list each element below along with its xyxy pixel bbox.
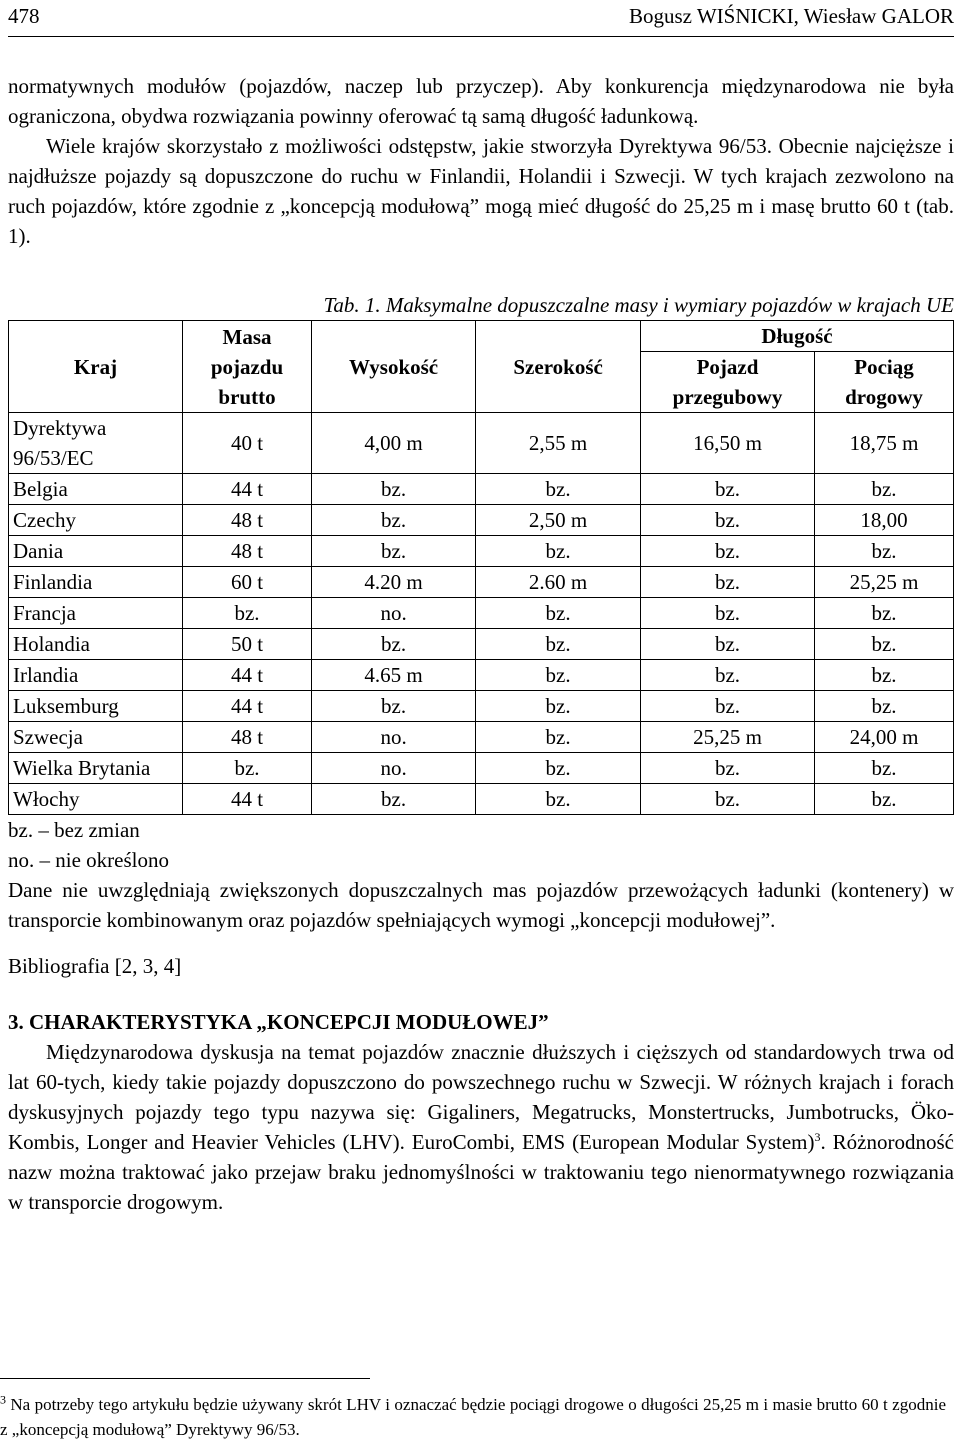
table-cell: bz. <box>815 784 954 815</box>
table-cell: bz. <box>815 629 954 660</box>
table-cell: bz. <box>183 753 312 784</box>
table-cell: bz. <box>312 629 476 660</box>
section-paragraph-text-1: Międzynarodowa dyskusja na temat pojazdów znacznie dłuższych i cięższych od standardowych trwa od lat 60-tych, kiedy takie pojazdy dopuszczono do powszechnego ruchu w Szwecji. W różnych krajach i forach dyskusyjnych pojazdy tego typu nazywa się: Gigaliners, Megatrucks, Monstertrucks, Jumbotrucks, Öko-Kombis, Longer and Heavier Vehicles (LHV). EuroCombi, EMS (European Modular System) <box>8 1040 954 1154</box>
limits-table <box>8 320 954 815</box>
table-cell: bz. <box>476 629 641 660</box>
table-header-row <box>9 321 954 352</box>
table-cell: no. <box>312 598 476 629</box>
table-cell-country: Włochy <box>9 784 183 815</box>
table-cell-country: Czechy <box>9 505 183 536</box>
table-cell-country: Dyrektywa 96/53/EC <box>9 413 183 474</box>
table-cell: bz. <box>641 536 815 567</box>
running-header <box>8 0 954 37</box>
table-cell: 4.20 m <box>312 567 476 598</box>
header-wysokosc: Wysokość <box>312 321 476 413</box>
table-cell: 44 t <box>183 784 312 815</box>
table-cell-country: Belgia <box>9 474 183 505</box>
table-cell: 16,50 m <box>641 413 815 474</box>
table-cell: bz. <box>476 660 641 691</box>
intro-paragraph-2: Wiele krajów skorzystało z możliwości odstępstw, jakie stworzyła Dyrektywa 96/53. Obecnie najcięższe i najdłuższe pojazdy są dopuszczone do ruchu w Finlandii, Holandii i Szwecji. W tych krajach zezwolono na ruch pojazdów, które zgodnie z „koncepcją modułową” mogą mieć długość do 25,25 m i masę brutto 60 t (tab. 1). <box>8 134 954 248</box>
section-paragraph <box>8 1037 954 1217</box>
table-cell: bz. <box>476 536 641 567</box>
header-masa: Masa pojazdu brutto <box>183 321 312 413</box>
table-cell: bz. <box>312 691 476 722</box>
table-row <box>9 722 954 753</box>
table-cell: bz. <box>641 753 815 784</box>
table-cell: bz. <box>815 474 954 505</box>
table-row <box>9 474 954 505</box>
table-cell-country: Francja <box>9 598 183 629</box>
header-kraj: Kraj <box>9 321 183 413</box>
table-row <box>9 505 954 536</box>
table-cell: bz. <box>815 691 954 722</box>
table-cell: bz. <box>641 598 815 629</box>
table-cell: bz. <box>312 536 476 567</box>
table-cell: 44 t <box>183 660 312 691</box>
table-cell: 4,00 m <box>312 413 476 474</box>
table-cell: 24,00 m <box>815 722 954 753</box>
table-row <box>9 536 954 567</box>
legend-no: no. – nie określono <box>8 848 169 872</box>
table-cell: bz. <box>641 505 815 536</box>
table-cell: 50 t <box>183 629 312 660</box>
table-cell-country: Wielka Brytania <box>9 753 183 784</box>
table-cell-country: Irlandia <box>9 660 183 691</box>
table-cell: bz. <box>476 598 641 629</box>
table-cell: 40 t <box>183 413 312 474</box>
table-note: Dane nie uwzględniają zwiększonych dopuszczalnych mas pojazdów przewożących ładunki (kontenery) w transporcie kombinowanym oraz pojazdów spełniających wymogi „koncepcji modułowej”. <box>8 878 954 932</box>
footnote-divider <box>0 1378 370 1379</box>
table-cell-country: Szwecja <box>9 722 183 753</box>
table-body <box>9 413 954 815</box>
table-cell: bz. <box>476 722 641 753</box>
table-cell: 44 t <box>183 474 312 505</box>
table-cell: bz. <box>476 784 641 815</box>
table-row <box>9 753 954 784</box>
table-cell: bz. <box>183 598 312 629</box>
table-notes <box>8 815 954 935</box>
table-row <box>9 567 954 598</box>
table-cell: 25,25 m <box>815 567 954 598</box>
table-caption: Tab. 1. Maksymalne dopuszczalne masy i wymiary pojazdów w krajach UE <box>323 293 954 317</box>
footnote-text: Na potrzeby tego artykułu będzie używany skrót LHV i oznaczać będzie pociągi drogowe o długości 25,25 m i masie brutto 60 t zgodnie z „koncepcją modułową” Dyrektywy 96/53. <box>0 1395 946 1439</box>
table-cell: 48 t <box>183 505 312 536</box>
table-cell: bz. <box>641 567 815 598</box>
table-cell: bz. <box>312 784 476 815</box>
header-drogowy: Pociąg drogowy <box>815 352 954 413</box>
table-cell-country: Holandia <box>9 629 183 660</box>
table-row <box>9 660 954 691</box>
table-row <box>9 629 954 660</box>
table-cell-country: Luksemburg <box>9 691 183 722</box>
table-cell: 18,00 <box>815 505 954 536</box>
table-cell: bz. <box>815 536 954 567</box>
table-cell: no. <box>312 753 476 784</box>
header-dlugosc: Długość <box>641 321 954 352</box>
header-przegubowy: Pojazd przegubowy <box>641 352 815 413</box>
table-cell: bz. <box>815 660 954 691</box>
table-cell: bz. <box>815 753 954 784</box>
legend-bz: bz. – bez zmian <box>8 818 140 842</box>
table-cell: bz. <box>476 691 641 722</box>
intro-paragraph-1: normatywnych modułów (pojazdów, naczep lub przyczep). Aby konkurencja międzynarodowa nie była ograniczona, obydwa rozwiązania powinny oferować tą samą długość ładunkową. <box>8 74 954 128</box>
table-cell-country: Finlandia <box>9 567 183 598</box>
table-cell: bz. <box>641 629 815 660</box>
table-cell: bz. <box>641 474 815 505</box>
table-row <box>9 598 954 629</box>
table-row <box>9 784 954 815</box>
header-authors: Bogusz WIŚNICKI, Wiesław GALOR <box>628 4 954 28</box>
table-cell: 25,25 m <box>641 722 815 753</box>
table-cell: 4.65 m <box>312 660 476 691</box>
bibliography: Bibliografia [2, 3, 4] <box>8 954 182 978</box>
page <box>8 0 954 1217</box>
table-cell: 48 t <box>183 722 312 753</box>
footnote-marker: 3 <box>0 1392 6 1407</box>
table-cell: 2,50 m <box>476 505 641 536</box>
table-cell: bz. <box>641 660 815 691</box>
table-cell: 2,55 m <box>476 413 641 474</box>
table-row <box>9 691 954 722</box>
table-row <box>9 413 954 474</box>
table-cell: bz. <box>476 753 641 784</box>
table-cell: 2.60 m <box>476 567 641 598</box>
footnote-ref: 3 <box>814 1130 821 1144</box>
table-cell: 48 t <box>183 536 312 567</box>
table-cell: bz. <box>641 691 815 722</box>
table-cell: 60 t <box>183 567 312 598</box>
table-cell: bz. <box>312 505 476 536</box>
section-heading: 3. CHARAKTERYSTYKA „KONCEPCJI MODUŁOWEJ” <box>8 1010 549 1034</box>
header-szerokosc: Szerokość <box>476 321 641 413</box>
table-cell: bz. <box>476 474 641 505</box>
section-paragraph-text-2: . Różnorodność nazw można traktować jako przejaw braku jednomyślności w traktowaniu tego nienormatywnego rozwiązania w transporcie drogowym. <box>8 1130 954 1214</box>
table-cell: 44 t <box>183 691 312 722</box>
footnote <box>0 1392 946 1442</box>
page-number: 478 <box>8 4 40 28</box>
table-cell: bz. <box>641 784 815 815</box>
table-cell: no. <box>312 722 476 753</box>
table-cell-country: Dania <box>9 536 183 567</box>
table-cell: 18,75 m <box>815 413 954 474</box>
table-cell: bz. <box>815 598 954 629</box>
table-cell: bz. <box>312 474 476 505</box>
